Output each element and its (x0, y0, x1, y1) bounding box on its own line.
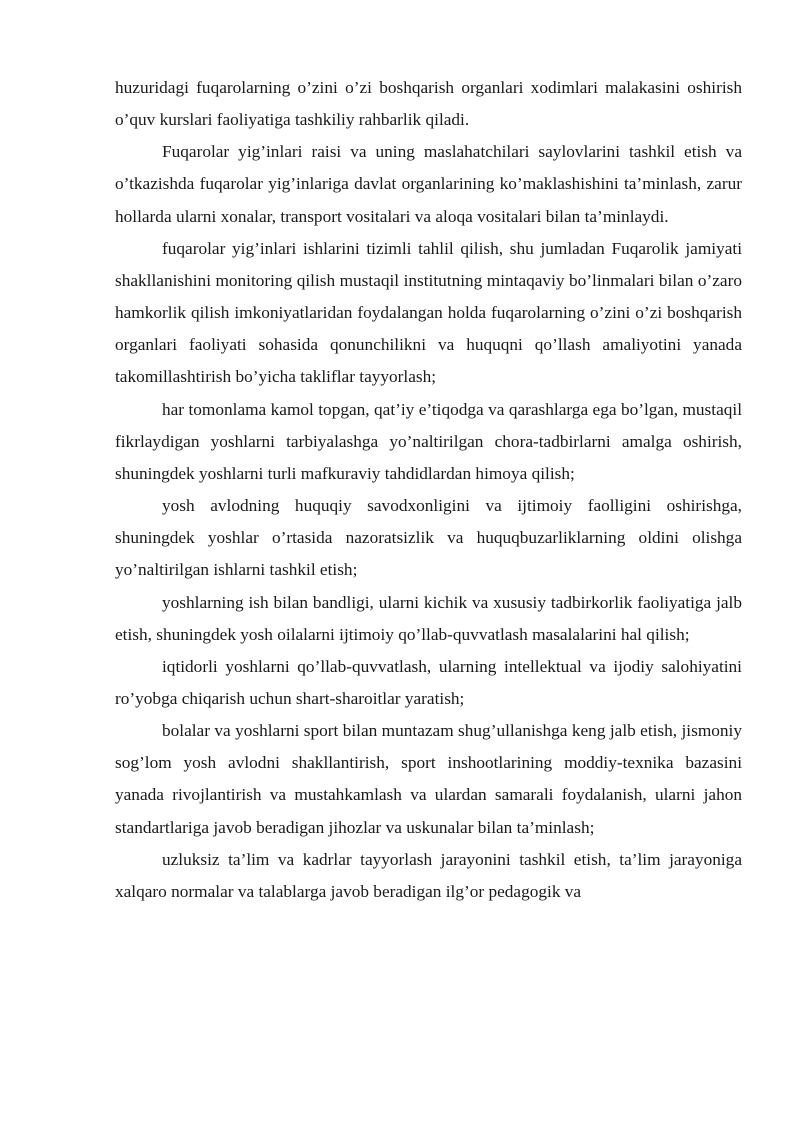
paragraph-talented-youth: iqtidorli yoshlarni qo’llab-quvvatlash, ularning intellektual va ijodiy salohiyatini ro’yobga chiqarish uchun shart-sharoitlar yaratish; (115, 656, 742, 708)
paragraph-employment: yoshlarning ish bilan bandligi, ularni kichik va xususiy tadbirkorlik faoliyatiga jalb etish, shuningdek yosh oilalarni ijtimoiy qo’llab-quvvatlash masalalarini hal qilish; (115, 592, 742, 644)
document-page (115, 72, 742, 908)
paragraph-analysis: fuqarolar yig’inlari ishlarini tizimli tahlil qilish, shu jumladan Fuqarolik jamiyati shakllanishini monitoring qilish mustaqil institutning mintaqaviy bo’linmalari bilan o’zaro hamkorlik qilish imkoniyatlaridan foydalangan holda fuqarolarning o’zini o’zi boshqarish organlari faoliyati sohasida qonunchilikni va huquqni qo’llash amaliyotini yanada takomillashtirish bo’yicha takliflar tayyorlash; (115, 238, 742, 387)
paragraph-education: uzluksiz ta’lim va kadrlar tayyorlash jarayonini tashkil etish, ta’lim jarayoniga xalqaro normalar va talablarga javob beradigan ilg’or pedagogik va (115, 849, 742, 901)
paragraph-youth-education: har tomonlama kamol topgan, qat’iy e’tiqodga va qarashlarga ega bo’lgan, mustaqil fikrlaydigan yoshlarni tarbiyalashga yo’naltirilgan chora-tadbirlarni amalga oshirish, shuningdek yoshlarni turli mafkuraviy tahdidlardan himoya qilish; (115, 399, 742, 483)
paragraph-elections: Fuqarolar yig’inlari raisi va uning maslahatchilari saylovlarini tashkil etish va o’tkazishda fuqarolar yig’inlariga davlat organlarining ko’maklashishini ta’minlash, zarur hollarda ularni xonalar, transport vositalari va aloqa vositalari bilan ta’minlaydi. (115, 142, 742, 226)
paragraph-sport: bolalar va yoshlarni sport bilan muntazam shug’ullanishga keng jalb etish, jismoniy sog’lom yosh avlodni shakllantirish, sport inshootlarining moddiy-texnika bazasini yanada rivojlantirish va mustahkamlash va ulardan samarali foydalanish, ularni jahon standartlariga javob beradigan jihozlar va uskunalar bilan ta’minlash; (115, 721, 742, 837)
paragraph-continuation: huzuridagi fuqarolarning o’zini o’zi boshqarish organlari xodimlari malakasini oshirish o’quv kurslari faoliyatiga tashkiliy rahbarlik qiladi. (115, 78, 742, 130)
paragraph-legal-literacy: yosh avlodning huquqiy savodxonligini va ijtimoiy faolligini oshirishga, shuningdek yoshlar o’rtasida nazoratsizlik va huquqbuzarliklarning oldini olishga yo’naltirilgan ishlarni tashkil etish; (115, 496, 742, 580)
